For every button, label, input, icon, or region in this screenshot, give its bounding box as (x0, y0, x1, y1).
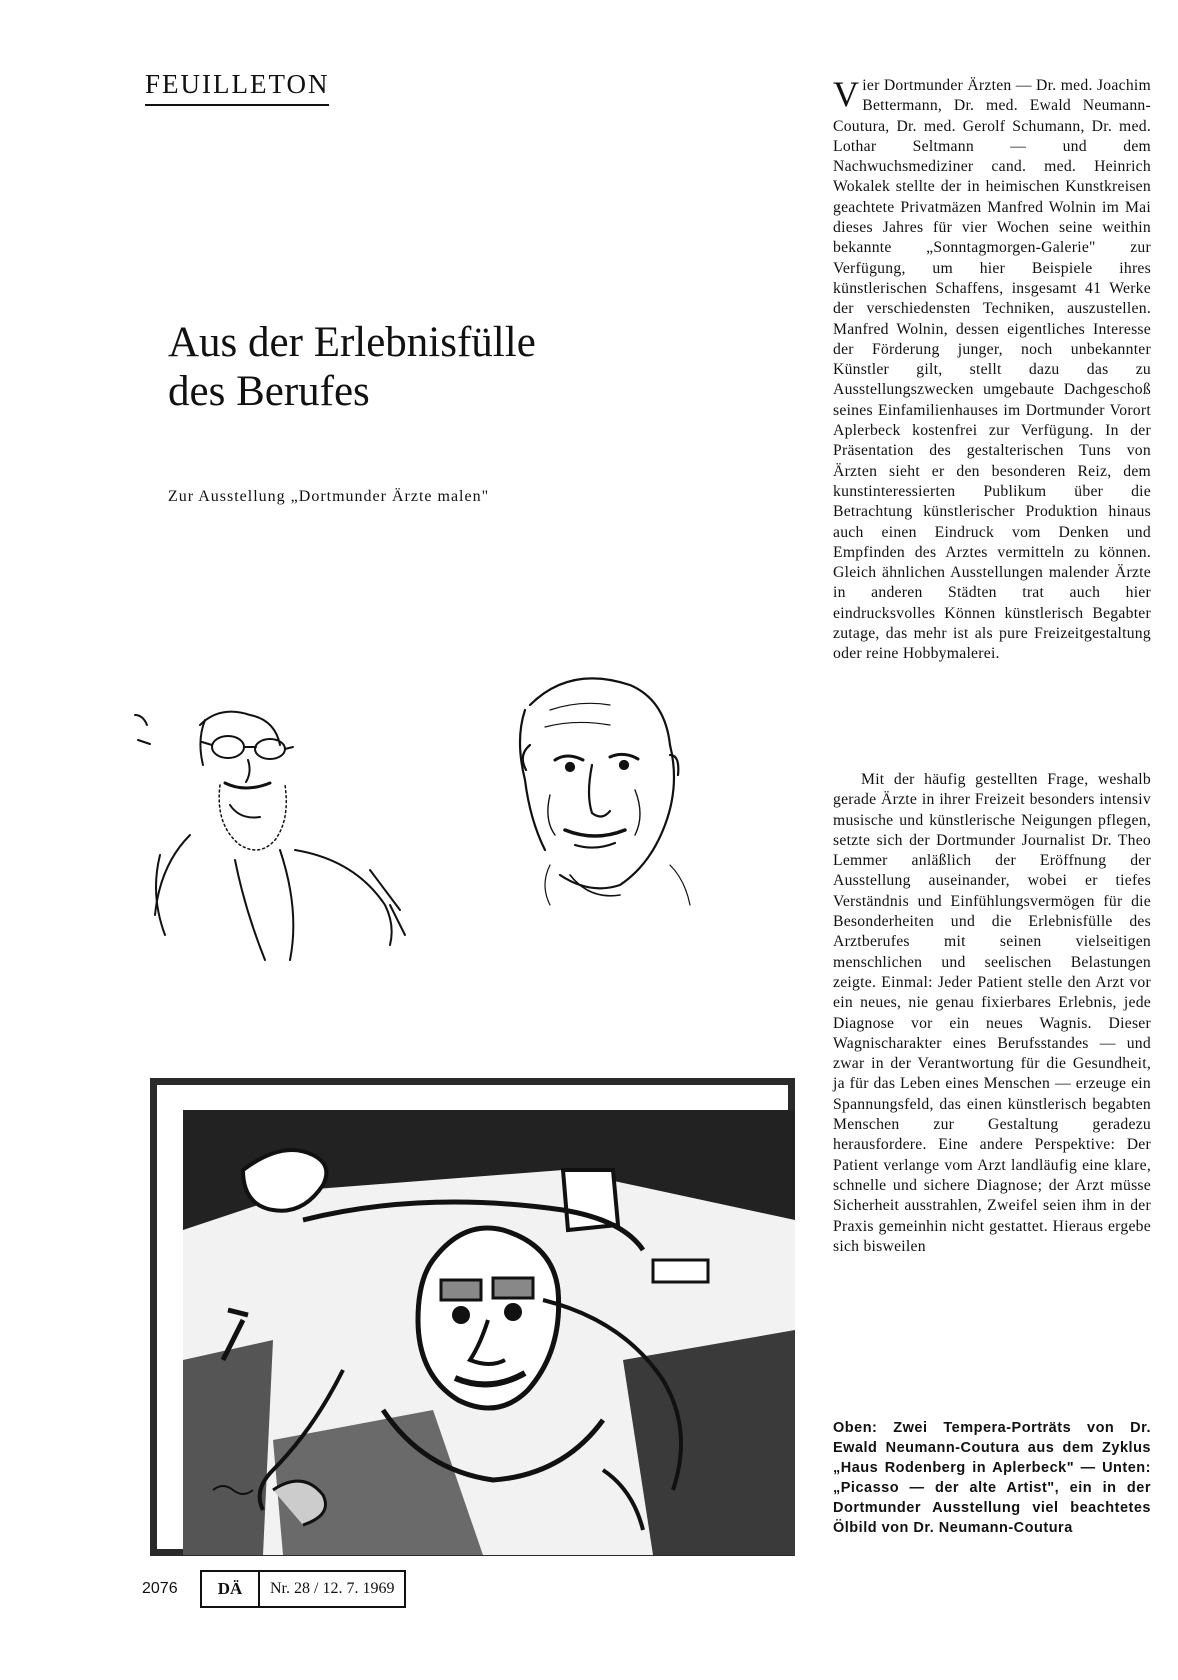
journal-footer (200, 1570, 406, 1608)
headline (168, 318, 618, 417)
headline-line-2: des Berufes (168, 368, 370, 416)
article-paragraph-2 (833, 770, 1151, 1257)
dropcap: V (833, 74, 860, 114)
painting-picasso (183, 1110, 795, 1555)
article-paragraph-1 (833, 76, 1151, 665)
article-text-2: Mit der häufig gestellten Frage, weshalb gerade Ärzte in ihrer Freizeit besonders intensiv musische und künstlerische Neigungen pflegen, setzte sich der Dortmunder Journalist Dr. Theo Lemmer anläßlich der Eröffnung der Ausstellung auseinander, wobei er tiefes Verständnis und Einfühlungsvermögen für die Besonderheiten und die Erlebnisfülle des Arztberufes mit seinen vielseitigen menschlichen und seelischen Belastungen zeigte. Einmal: Jeder Patient stelle den Arzt vor ein neues, nie genau fixierbares Erlebnis, jede Diagnose vor ein neues Wagnis. Dieser Wagnischarakter eines Berufsstandes — und zwar in der Verantwortung für die Gesundheit, ja für das Leben eines Menschen — erzeuge ein Spannungsfeld, das einen künstlerisch begabten Menschen zur Gestaltung geradezu herausfordere. Eine andere Perspektive: Der Patient verlange vom Arzt landläufig eine klare, schnelle und sichere Diagnose; der Arzt müsse Sicherheit ausstrahlen, Zweifel seien ihm in der Praxis gemeinhin nicht gestattet. Hieraus ergebe sich bisweilen (833, 771, 1151, 1255)
page-number: 2076 (142, 1580, 178, 1597)
portrait-drawings (130, 665, 820, 1045)
image-caption: Oben: Zwei Tempera-Porträts von Dr. Ewald Neumann-Coutura aus dem Zyklus „Haus Rodenberg in Aplerbeck" — Unten: „Picasso — der alte Artist", ein in der Dortmunder Ausstellung viel beachtetes Ölbild von Dr. Neumann-Coutura (833, 1420, 1151, 1536)
portrait-left (135, 712, 405, 960)
headline-line-1: Aus der Erlebnisfülle (168, 319, 536, 366)
article-text-1: ier Dortmunder Ärzten — Dr. med. Joachim Bettermann, Dr. med. Ewald Neumann-Coutura, Dr. med. Gerolf Schumann, Dr. med. Lothar Seltmann — und dem Nachwuchsmediziner cand. med. Heinrich Wokalek stellte der in heimischen Kunstkreisen geachtete Privatmäzen Manfred Wolnin im Mai dieses Jahres für vier Wochen seine weithin bekannte „Sonntagmorgen-Galerie" zur Verfügung, um hier Beispiele ihres künstlerischen Schaffens, insgesamt 41 Werke der verschiedensten Techniken, auszustellen. Manfred Wolnin, dessen eigentliches Interesse der Förderung junger, noch unbekannter Künstler gilt, stellt dazu das zu Ausstellungszwecken umgebaute Dachgeschoß seines Einfamilienhauses im Dortmunder Vorort Aplerbeck kostenfrei zur Verfügung. In der Präsentation des gestalterischen Tuns von Ärzten sieht er den besonderen Reiz, dem kunstinteressierten Publikum über die Betrachtung künstlerischer Produktion hinaus auch einen Eindruck vom Denken und Empfinden des Arztes vermitteln zu können. Gleich ähnlichen Ausstellungen malender Ärzte in anderen Städten trat auch hier eindrucksvolles Können künstlerisch Begabter zutage, das mehr ist als pure Freizeitgestaltung oder reine Hobbymalerei. (833, 77, 1151, 663)
journal-abbrev: DÄ (202, 1572, 260, 1606)
portrait-right (520, 678, 690, 905)
subheadline: Zur Ausstellung „Dortmunder Ärzte malen" (168, 488, 490, 505)
section-label: FEUILLETON (145, 70, 329, 106)
issue-info: Nr. 28 / 12. 7. 1969 (270, 1580, 395, 1597)
